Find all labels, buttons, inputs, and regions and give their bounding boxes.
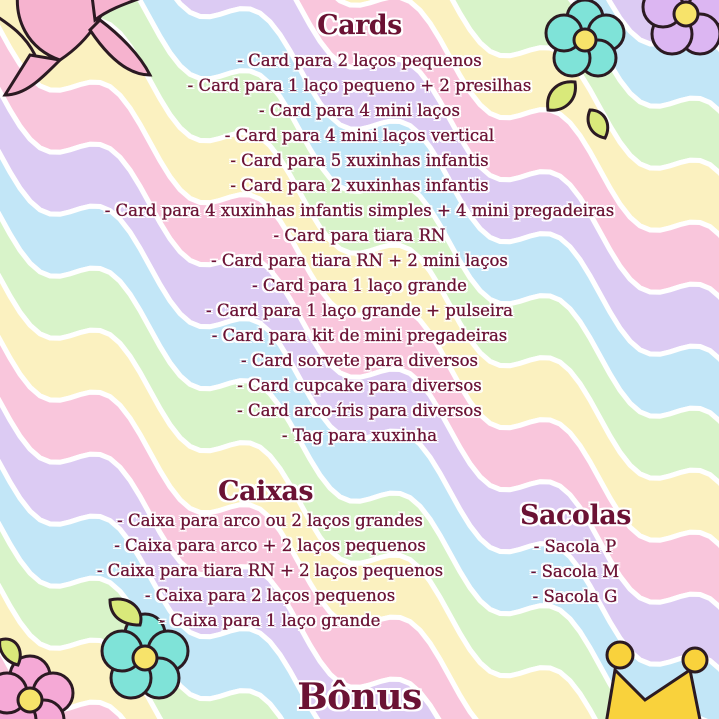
- caixas-list: [60, 508, 480, 633]
- list-item: - Caixa para 2 laços pequenos: [144, 586, 396, 605]
- list-item: - Caixa para arco ou 2 laços grandes: [117, 511, 423, 530]
- list-item: - Card sorvete para diversos: [240, 351, 479, 370]
- bonus-heading: Bônus: [297, 676, 422, 718]
- list-item: - Sacola P: [533, 537, 617, 556]
- cards-heading: Cards: [317, 10, 402, 41]
- cards-list: [0, 48, 719, 448]
- list-item: - Card para 4 xuxinhas infantis simples + 4 mini pregadeiras: [104, 201, 615, 220]
- list-item: - Caixa para arco + 2 laços pequenos: [114, 536, 426, 555]
- list-item: - Card para tiara RN: [273, 226, 446, 245]
- list-item: - Card para 1 laço pequeno + 2 presilhas: [187, 76, 532, 95]
- list-item: - Card arco-íris para diversos: [237, 401, 482, 420]
- list-item: - Card para 5 xuxinhas infantis: [230, 151, 489, 170]
- list-item: - Sacola G: [532, 587, 618, 606]
- list-item: - Card cupcake para diversos: [237, 376, 482, 395]
- list-item: - Caixa para 1 laço grande: [159, 611, 381, 630]
- list-item: - Card para kit de mini pregadeiras: [211, 326, 508, 345]
- caixas-heading: Caixas: [218, 476, 314, 507]
- list-item: - Card para 1 laço grande: [252, 276, 467, 295]
- list-item: - Tag para xuxinha: [281, 426, 438, 445]
- list-item: - Card para 4 mini laços: [259, 101, 460, 120]
- list-item: - Caixa para tiara RN + 2 laços pequenos: [96, 561, 444, 580]
- list-item: - Card para tiara RN + 2 mini laços: [211, 251, 508, 270]
- list-item: - Card para 4 mini laços vertical: [224, 126, 495, 145]
- list-item: - Card para 2 xuxinhas infantis: [230, 176, 489, 195]
- list-item: - Card para 2 laços pequenos: [237, 51, 482, 70]
- list-item: - Sacola M: [530, 562, 620, 581]
- list-item: - Card para 1 laço grande + pulseira: [206, 301, 513, 320]
- sacolas-heading: Sacolas: [520, 500, 631, 531]
- sacolas-list: [520, 534, 630, 609]
